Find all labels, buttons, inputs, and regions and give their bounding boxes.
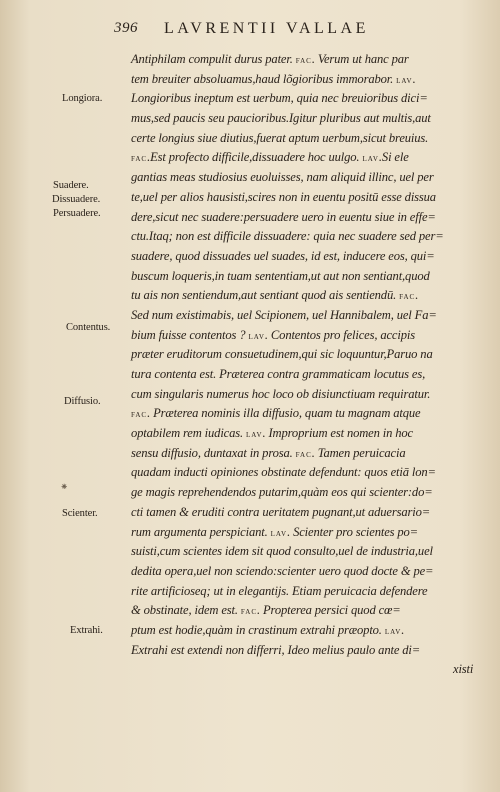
line-text: mus,sed paucis seu paucioribus.Igitur pluribus aut multis,aut: [131, 111, 431, 126]
line-text: dedita opera,uel non sciendo:scienter uero quod docte & pe=: [131, 563, 434, 578]
body-text: [131, 50, 486, 680]
line-text: dere,sicut nec suadere:persuadere uero in euentu siue in effe=: [131, 209, 436, 224]
line-text: .: [401, 622, 405, 637]
line-text: Longioribus ineptum est uerbum, quia nec breuioribus dici=: [131, 91, 428, 106]
text-line: [131, 306, 486, 326]
margin-note: Longiora.: [62, 93, 103, 104]
text-line: [131, 109, 486, 129]
line-text: . Præterea nominis illa diffusio, quam tu magnam atque: [147, 406, 421, 421]
speaker-abbrev: fac: [295, 448, 312, 460]
page-number: 396: [114, 20, 138, 36]
text-line: [131, 208, 486, 228]
line-text: .: [415, 288, 419, 303]
speaker-abbrev: lav: [362, 153, 379, 165]
line-text: .Si ele: [378, 150, 409, 165]
line-text: quadam inducti opiniones obstinate defendunt: quos etiā lon=: [131, 465, 436, 480]
line-text: . Propterea persici quod cœ=: [257, 603, 401, 618]
text-line: [131, 50, 486, 70]
text-line: [131, 444, 486, 464]
text-line: [131, 188, 486, 208]
speaker-abbrev: lav: [248, 330, 265, 342]
page-header: [114, 20, 494, 42]
line-text: rum argumenta perspiciant.: [131, 524, 271, 539]
speaker-abbrev: fac: [131, 409, 148, 421]
text-line: [131, 247, 486, 267]
line-text: rite artificioseq; ut in elegantijs. Etiam peruicacia defendere: [131, 583, 428, 598]
text-line: [131, 562, 486, 582]
text-line: [131, 463, 486, 483]
line-text: buscum loqueris,in tuam sententiam,ut aut non sentiant,quod: [131, 268, 430, 283]
text-line: [131, 660, 486, 680]
line-text: .Est profecto difficile,dissuadere hoc uulgo.: [147, 150, 363, 165]
line-text: Antiphilam compulit durus pater.: [131, 52, 296, 66]
text-line: [131, 404, 486, 424]
speaker-abbrev: fac: [399, 291, 416, 303]
margin-note: Dissuadere.: [52, 194, 101, 205]
text-line: [131, 89, 486, 109]
line-text: . Scienter pro scientes po=: [287, 524, 419, 539]
text-line: [131, 641, 486, 661]
running-head: LAVRENTII VALLAE: [164, 20, 369, 37]
line-text: Extrahi est extendi non differri, Ideo melius paulo ante di=: [131, 642, 421, 657]
line-text: certe longius siue diutius,fuerat aptum uerbum,sicut breuius.: [131, 130, 429, 145]
line-text: ctu.Itaq; non est difficile dissuadere: quia nec suadere sed per=: [131, 229, 444, 244]
text-line: [131, 385, 486, 405]
line-text: xisti: [453, 662, 474, 677]
line-text: bium fuisse contentos ?: [131, 327, 249, 342]
stray-mark: ⁕: [60, 482, 69, 493]
text-line: [131, 621, 486, 641]
line-text: . Contentos pro felices, accipis: [264, 327, 415, 342]
line-text: .: [412, 71, 416, 86]
text-line: [131, 286, 486, 306]
line-text: præter eruditorum consuetudinem,qui sic loquuntur,Paruo na: [131, 347, 433, 362]
speaker-abbrev: fac: [131, 153, 148, 165]
line-text: ge magis reprehendendos putarim,quàm eos qui scienter:do=: [131, 485, 433, 500]
speaker-abbrev: fac: [295, 55, 312, 66]
speaker-abbrev: fac: [240, 606, 257, 618]
margin-note: Extrahi.: [70, 625, 103, 636]
text-line: [131, 523, 486, 543]
line-text: gantias meas studiosius euoluisses, nam aliquid illinc, uel per: [131, 170, 434, 185]
line-text: te,uel per alios hausisti,scires non in euentu positū esse dissua: [131, 189, 436, 204]
line-text: Sed num existimabis, uel Scipionem, uel Hannibalem, uel Fa=: [131, 307, 437, 322]
text-line: [131, 582, 486, 602]
margin-notes: [0, 0, 130, 792]
text-line: [131, 227, 486, 247]
text-line: [131, 503, 486, 523]
speaker-abbrev: lav: [396, 74, 413, 86]
text-line: [131, 326, 486, 346]
line-text: cti tamen & eruditi contra ueritatem pugnant,ut aduersario=: [131, 504, 431, 519]
line-text: & obstinate, idem est.: [131, 603, 241, 618]
line-text: suisti,cum scientes idem sit quod consulto,uel de industria,uel: [131, 544, 433, 559]
text-line: [131, 267, 486, 287]
text-line: [131, 129, 486, 149]
line-text: ptum est hodie,quàm in crastinum extrahi præopto.: [131, 622, 385, 637]
text-line: [131, 483, 486, 503]
margin-note: Contentus.: [66, 322, 111, 333]
line-text: tu ais non sentiendum,aut sentiant quod ais sentiendū.: [131, 288, 400, 303]
line-text: tura contenta est. Præterea contra grammaticam locutus es,: [131, 367, 426, 381]
text-line: [131, 365, 486, 385]
line-text: tem breuiter absoluamus,haud lõgioribus immorabor.: [131, 71, 397, 86]
margin-note: Diffusio.: [64, 396, 101, 407]
speaker-abbrev: lav: [270, 527, 288, 539]
line-text: . Tamen peruicacia: [311, 445, 406, 460]
line-text: . Verum ut hanc par: [311, 52, 409, 66]
line-text: sensu diffusio, duntaxat in prosa.: [131, 445, 296, 460]
line-text: suadere, quod dissuades uel suades, id est, inducere eos, qui=: [131, 248, 435, 263]
text-line: [131, 345, 486, 365]
margin-note: Persuadere.: [53, 208, 101, 219]
text-line: [131, 542, 486, 562]
speaker-abbrev: lav: [384, 625, 402, 637]
line-text: . Improprium est nomen in hoc: [262, 426, 413, 441]
text-line: [131, 70, 486, 90]
line-text: cum singularis numerus hoc loco ob disiunctiuam requiratur.: [131, 386, 431, 401]
line-text: optabilem rem iudicas.: [131, 426, 247, 441]
margin-note: Suadere.: [53, 180, 89, 191]
text-line: [131, 168, 486, 188]
text-line: [131, 601, 486, 621]
speaker-abbrev: lav: [246, 429, 263, 441]
margin-note: Scienter.: [62, 508, 98, 519]
text-line: [131, 424, 486, 444]
text-line: [131, 148, 486, 168]
